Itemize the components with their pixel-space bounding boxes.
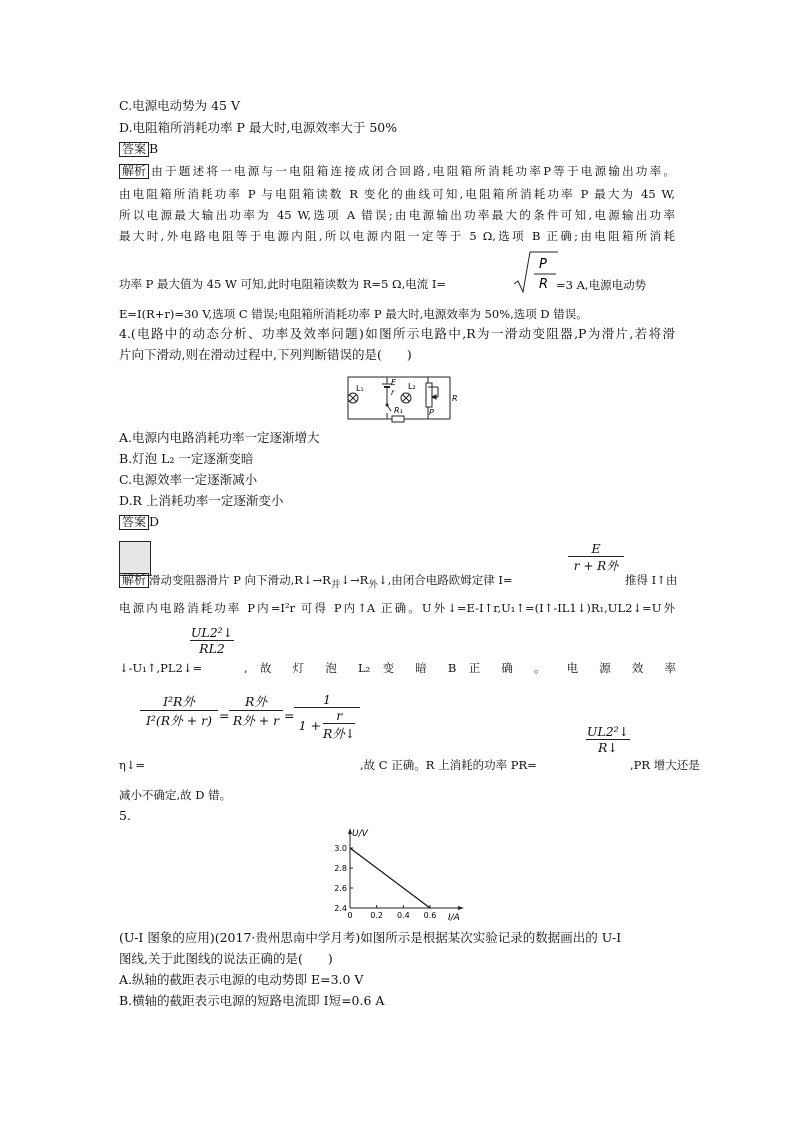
x-tick-label-2: 0.4 [396,911,410,920]
frac-e-over-r: E r + R外 [568,541,624,574]
q4-option-a: A.电源内电路消耗功率一定逐渐增大 [119,430,320,445]
answer-tag: 答案 [119,515,149,530]
x-axis-label: I/A [448,913,460,922]
q4-answer: D [149,514,160,529]
q3-analysis-line-3: 所以电源最大输出功率为 45 W,选项 A 错误;由电源输出功率最大的条件可知,电源输出功率 [119,208,675,222]
q4-analysis-line-1: 解析 滑动变阻器滑片 P 向下滑动$,R↓\to R_并↓\to R_外↓$,由闭合电路欧姆定律 I= [119,572,513,593]
q4-stem-line-2: 片向下滑动,则在滑动过程中,下列判断错误的是( ) [119,347,412,362]
q5-stem-line-1: (U-I 图象的应用)(2017·贵州思南中学月考)如图所示是根据某次实验记录的数据画出的 U-I [119,930,622,945]
q3-analysis-line-1: 解析 由于题述将一电源与一电阻箱连接成闭合回路,电阻箱所消耗功率P等于电源输出功率。 [119,163,675,179]
x-tick-label-0: 0 [347,911,353,920]
q3-analysis-line-2: 由电阻箱所消耗功率 P 与电阻箱读数 R 变化的曲线可知,电阻箱所消耗功率 P 最大为 45 W, [119,187,675,201]
q5-option-b: B.横轴的截距表示电源的短路电流即 I短=0.6 A [119,993,385,1008]
x-tick-label-3: 0.6 [423,911,437,920]
eta-frac-1: I²R外 I²(R外 + r) [140,692,218,729]
series-line-0 [350,848,430,908]
frac-pr: $\frac{\text{UL2²↓}}{R↓}$ [586,724,630,755]
sqrt-denominator: R [539,277,549,292]
eta-frac-2: R外 R外 + r [229,692,283,729]
label-e: E [391,378,397,387]
y-tick-label-2: 2.8 [334,864,347,873]
label-l2: L₂ [408,382,416,391]
q4-option-b: B.灯泡 L₂ 一定逐渐变暗 [119,451,254,466]
q5-option-a: A.纵轴的截距表示电源的电动势即 E=3.0 V [119,972,364,987]
q3-analysis-line-5a: 功率 P 最大值为 45 W 可知,此时电阻箱读数为 R=5 Ω,电流 I= [119,277,447,291]
sqrt-numerator: P [539,257,547,272]
q4-option-d: D.R 上消耗功率一定逐渐变小 [119,493,284,508]
answer-tag: 答案 [119,142,149,157]
q3-answer-row [119,141,158,157]
q3-answer: B [149,141,159,156]
u-i-chart [320,826,470,922]
q3-analysis-line-4: 最大时,外电路电阻等于电源内阻,所以电源内阻一定等于 5 Ω,选项 B 正确;由电阻箱所消耗 [119,229,675,243]
x-axis-arrow [458,906,464,910]
q4-analysis-line-2: 电源内电路消耗功率 P内=I²r 可得 P内↑A 正确。U外↓=E-I↑r,U₁↑=(I↑-IL1↓)R₁,UL2↓=U外 [119,601,675,615]
q4-analysis-line-3b: , 故 灯 泡 L₂ 变 暗 B 正 确 。 电 源 效 率 [244,661,676,675]
label-rr: R [452,394,458,403]
q4-analysis-line-3a: ↓-U₁↑,PL2↓= [119,661,203,675]
q5-number: 5. [119,808,131,823]
q3-analysis-line-6: E=I(R+r)=30 V,选项 C 错误;电阻箱所消耗功率 P 最大时,电源效率为 50%,选项 D 错误。 [119,307,588,321]
q4-analysis-line-4b: ,故 C 正确。R 上消耗的功率 PR= [360,758,537,772]
frac-ul2-over-rl2: $\frac{\text{UL2²↓}}{RL2}$ [190,625,234,656]
q4-analysis-line-4a: η↓= [119,758,146,772]
q4-analysis-line-1-end: 推得 I↑由 [625,573,678,587]
analysis-tag: 解析 [119,164,149,179]
q3-option-c: C.电源电动势为 45 V [119,98,240,113]
label-r: r [391,388,395,397]
label-p: P [429,408,434,417]
eta-frac-3: 1 1 + r R外↓ [294,692,360,742]
x-tick-label-1: 0.2 [370,911,384,920]
y-tick-label-3: 3.0 [334,844,347,853]
q3-analysis-line-5b: =3 A,电源电动势 [556,278,647,292]
q4-analysis-line-4c: ,PR 增大还是 [630,758,700,772]
circuit-diagram [342,371,467,426]
y-tick-label-1: 2.6 [334,884,347,893]
y-axis-label: U/V [352,829,368,839]
label-l1: L₁ [356,384,364,393]
analysis-box [119,541,151,576]
q3-option-d: D.电阻箱所消耗功率 P 最大时,电源效率大于 50% [119,120,398,135]
q5-stem-line-2: 图线,关于此图线的说法正确的是( ) [119,951,333,966]
label-r1: R₁ [394,406,403,415]
q4-option-c: C.电源效率一定逐渐减小 [119,472,258,487]
y-tick-label-0: 2.4 [334,904,347,913]
sqrt-formula [512,248,560,296]
analysis-tag: 解析 [119,573,149,588]
q4-answer-row [119,514,159,530]
q4-stem-line-1: 4.(电路中的动态分析、功率及效率问题)如图所示电路中,R为一滑动变阻器,P为滑片,若将滑 [119,326,675,341]
q4-analysis-line-5: 减小不确定,故 D 错。 [119,788,232,802]
